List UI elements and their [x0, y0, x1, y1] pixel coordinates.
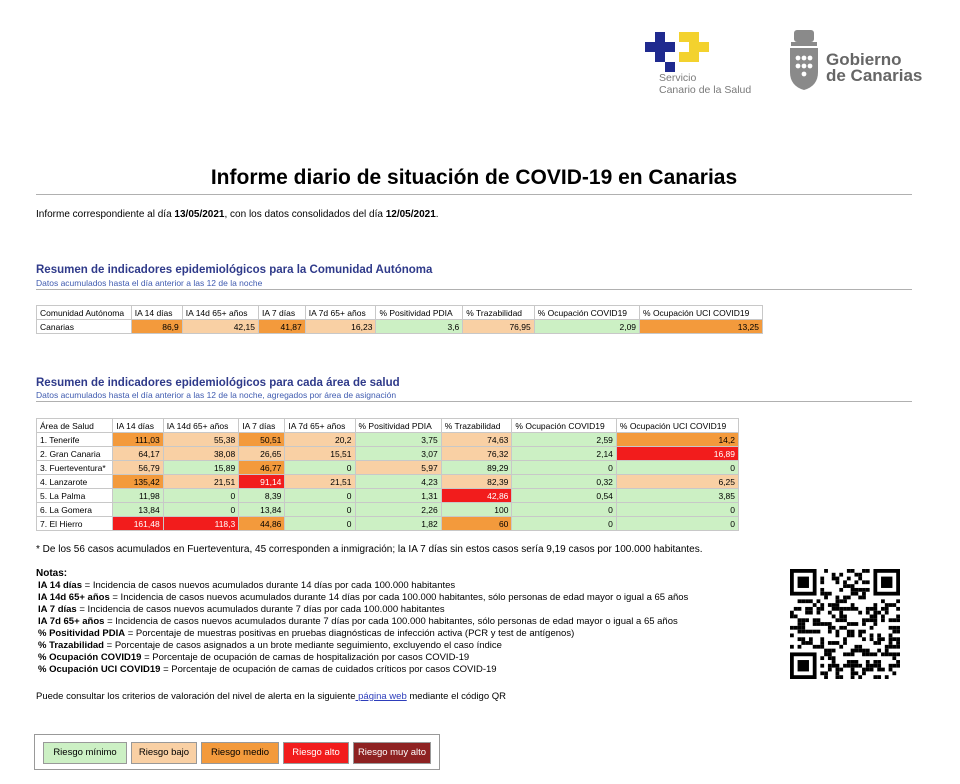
- indicator-cell: 3,75: [355, 433, 441, 447]
- indicator-cell: 42,15: [182, 320, 258, 334]
- indicator-cell: 2,09: [534, 320, 639, 334]
- table-header-cell: IA 7 días: [258, 306, 305, 320]
- note-term: IA 14d 65+ años: [38, 592, 110, 603]
- table-header-cell: % Ocupación COVID19: [512, 419, 616, 433]
- indicator-cell: 21,51: [163, 475, 239, 489]
- legend-item-muy: Riesgo muy alto: [353, 742, 431, 764]
- risk-legend: [34, 734, 440, 770]
- notes-list: [38, 580, 688, 676]
- indicator-cell: 0: [512, 461, 616, 475]
- indicator-cell: 0: [285, 489, 355, 503]
- table-header-cell: Área de Salud: [37, 419, 113, 433]
- note-item: [38, 592, 688, 604]
- indicator-cell: 6,25: [616, 475, 738, 489]
- qr-code-icon[interactable]: [790, 569, 900, 679]
- note-term: % Ocupación COVID19: [38, 652, 142, 663]
- row-name-cell: 3. Fuerteventura*: [37, 461, 113, 475]
- section2-title: Resumen de indicadores epidemiológicos para cada área de salud: [36, 377, 400, 389]
- legend-item-min: Riesgo mínimo: [43, 742, 127, 764]
- indicator-cell: 11,98: [113, 489, 163, 503]
- report-suffix: .: [435, 209, 439, 220]
- coat-of-arms-icon: [786, 28, 822, 92]
- indicator-cell: 16,23: [305, 320, 376, 334]
- table-header-cell: IA 7d 65+ años: [305, 306, 376, 320]
- scs-logo-text: [659, 72, 751, 96]
- note-item: [38, 640, 688, 652]
- table-header-cell: % Positividad PDIA: [376, 306, 463, 320]
- indicator-cell: 76,32: [441, 447, 512, 461]
- indicator-cell: 44,86: [239, 517, 285, 531]
- indicator-cell: 8,39: [239, 489, 285, 503]
- legend-item-alto: Riesgo alto: [283, 742, 349, 764]
- table-header-cell: % Positividad PDIA: [355, 419, 441, 433]
- row-name-cell: Canarias: [37, 320, 132, 334]
- indicator-cell: 50,51: [239, 433, 285, 447]
- row-name-cell: 4. Lanzarote: [37, 475, 113, 489]
- indicator-cell: 91,14: [239, 475, 285, 489]
- table-row: [37, 475, 739, 489]
- row-name-cell: 7. El Hierro: [37, 517, 113, 531]
- report-date-line: [36, 209, 439, 220]
- table-header-row: [37, 306, 763, 320]
- indicator-cell: 118,3: [163, 517, 239, 531]
- indicator-cell: 46,77: [239, 461, 285, 475]
- row-name-cell: 1. Tenerife: [37, 433, 113, 447]
- table-header-cell: % Ocupación UCI COVID19: [640, 306, 763, 320]
- note-description: = Porcentaje de ocupación de camas de cuidados críticos por casos COVID-19: [160, 664, 497, 675]
- table-header-cell: IA 14d 65+ años: [182, 306, 258, 320]
- consolidated-date: 12/05/2021: [385, 209, 436, 220]
- note-term: IA 7d 65+ años: [38, 616, 105, 627]
- gob-line2: de Canarias: [826, 66, 923, 85]
- indicator-cell: 0: [285, 503, 355, 517]
- table-header-cell: IA 14 días: [131, 306, 182, 320]
- table-header-cell: IA 14d 65+ años: [163, 419, 239, 433]
- indicator-cell: 0: [512, 517, 616, 531]
- scs-cross-icon: [645, 28, 717, 76]
- table-header-cell: % Ocupación UCI COVID19: [616, 419, 738, 433]
- table-row: [37, 320, 763, 334]
- indicator-cell: 13,25: [640, 320, 763, 334]
- table-header-cell: IA 14 días: [113, 419, 163, 433]
- indicator-cell: 64,17: [113, 447, 163, 461]
- gobierno-logo: [786, 26, 930, 94]
- indicator-cell: 0,54: [512, 489, 616, 503]
- table-header-cell: IA 7 días: [239, 419, 285, 433]
- indicator-cell: 74,63: [441, 433, 512, 447]
- table-header-cell: Comunidad Autónoma: [37, 306, 132, 320]
- note-term: IA 7 días: [38, 604, 77, 615]
- indicator-cell: 13,84: [113, 503, 163, 517]
- indicator-cell: 76,95: [463, 320, 534, 334]
- scs-line1: Servicio: [659, 72, 697, 84]
- indicator-cell: 1,31: [355, 489, 441, 503]
- note-item: [38, 580, 688, 592]
- indicator-cell: 0: [616, 503, 738, 517]
- gob-line1: Gobierno: [826, 50, 902, 69]
- community-indicators-table: [36, 305, 763, 334]
- note-description: = Incidencia de casos nuevos acumulados durante 7 días por cada 100.000 habitantes: [76, 604, 445, 615]
- table-row: [37, 433, 739, 447]
- table-header-cell: % Trazabilidad: [441, 419, 512, 433]
- indicator-cell: 3,6: [376, 320, 463, 334]
- indicator-cell: 21,51: [285, 475, 355, 489]
- table-header-cell: IA 7d 65+ años: [285, 419, 355, 433]
- indicator-cell: 55,38: [163, 433, 239, 447]
- indicator-cell: 42,86: [441, 489, 512, 503]
- table-row: [37, 489, 739, 503]
- health-area-indicators-table: [36, 418, 739, 531]
- consult-suffix: mediante el código QR: [406, 691, 507, 702]
- indicator-cell: 82,39: [441, 475, 512, 489]
- report-date: 13/05/2021: [174, 209, 225, 220]
- indicator-cell: 0: [285, 461, 355, 475]
- scs-logo: [645, 28, 765, 96]
- section1-subtitle: Datos acumulados hasta el día anterior a las 12 de la noche: [36, 278, 912, 290]
- indicator-cell: 14,2: [616, 433, 738, 447]
- note-term: % Ocupación UCI COVID19: [38, 664, 161, 675]
- indicator-cell: 13,84: [239, 503, 285, 517]
- row-name-cell: 6. La Gomera: [37, 503, 113, 517]
- note-term: % Positividad PDIA: [38, 628, 126, 639]
- indicator-cell: 5,97: [355, 461, 441, 475]
- indicator-cell: 41,87: [258, 320, 305, 334]
- indicator-cell: 135,42: [113, 475, 163, 489]
- table-row: [37, 447, 739, 461]
- fuerteventura-footnote: * De los 56 casos acumulados en Fuerteventura, 45 corresponden a inmigración; la IA 7 días sin estos casos sería 9,19 casos por 100.000 habitantes.: [36, 544, 703, 555]
- note-item: [38, 616, 688, 628]
- indicator-cell: 1,82: [355, 517, 441, 531]
- indicator-cell: 2,14: [512, 447, 616, 461]
- table-row: [37, 503, 739, 517]
- table-row: [37, 517, 739, 531]
- note-description: = Incidencia de casos nuevos acumulados durante 14 días por cada 100.000 habitantes: [82, 580, 456, 591]
- indicator-cell: 60: [441, 517, 512, 531]
- note-description: = Porcentaje de ocupación de camas de hospitalización por casos COVID-19: [141, 652, 470, 663]
- report-middle: , con los datos consolidados del día: [224, 209, 386, 220]
- indicator-cell: 0: [285, 517, 355, 531]
- indicator-cell: 16,89: [616, 447, 738, 461]
- note-item: [38, 664, 688, 676]
- indicator-cell: 100: [441, 503, 512, 517]
- table-header-cell: % Ocupación COVID19: [534, 306, 639, 320]
- legend-item-medio: Riesgo medio: [201, 742, 279, 764]
- scs-line2: Canario de la Salud: [659, 84, 752, 96]
- section2-subtitle: Datos acumulados hasta el día anterior a las 12 de la noche, agregados por área de asignación: [36, 390, 912, 402]
- indicator-cell: 3,85: [616, 489, 738, 503]
- section1-title: Resumen de indicadores epidemiológicos para la Comunidad Autónoma: [36, 264, 433, 276]
- gobierno-logo-text: [826, 52, 922, 84]
- table-header-cell: % Trazabilidad: [463, 306, 534, 320]
- page-title: Informe diario de situación de COVID-19 en Canarias: [36, 166, 912, 195]
- note-description: = Porcentaje de casos asignados a un brote mediante seguimiento, excluyendo el caso índice: [104, 640, 502, 651]
- indicator-cell: 89,29: [441, 461, 512, 475]
- indicator-cell: 2,26: [355, 503, 441, 517]
- indicator-cell: 111,03: [113, 433, 163, 447]
- note-term: IA 14 días: [38, 580, 83, 591]
- row-name-cell: 5. La Palma: [37, 489, 113, 503]
- row-name-cell: 2. Gran Canaria: [37, 447, 113, 461]
- note-item: [38, 628, 688, 640]
- report-prefix: Informe correspondiente al día: [36, 209, 175, 220]
- indicator-cell: 15,89: [163, 461, 239, 475]
- indicator-cell: 0: [616, 461, 738, 475]
- indicator-cell: 20,2: [285, 433, 355, 447]
- consult-prefix: Puede consultar los criterios de valoración del nivel de alerta en la siguiente: [36, 691, 356, 702]
- indicator-cell: 161,48: [113, 517, 163, 531]
- note-description: = Incidencia de casos nuevos acumulados durante 14 días por cada 100.000 habitantes, sólo personas de edad mayor o igual a 65 años: [109, 592, 689, 603]
- indicator-cell: 0: [163, 489, 239, 503]
- indicator-cell: 26,65: [239, 447, 285, 461]
- table-header-row: [37, 419, 739, 433]
- consult-line: [36, 691, 506, 702]
- indicator-cell: 86,9: [131, 320, 182, 334]
- web-page-link[interactable]: página web: [355, 691, 407, 702]
- indicator-cell: 4,23: [355, 475, 441, 489]
- indicator-cell: 0: [163, 503, 239, 517]
- header-logos: [640, 24, 930, 96]
- note-description: = Incidencia de casos nuevos acumulados durante 7 días por cada 100.000 habitantes, sólo personas de edad mayor o igual a 65 años: [104, 616, 678, 627]
- indicator-cell: 15,51: [285, 447, 355, 461]
- note-term: % Trazabilidad: [38, 640, 104, 651]
- note-description: = Porcentaje de muestras positivas en pruebas diagnósticas de infección activa (PCR y test de antígenos): [125, 628, 575, 639]
- table-row: [37, 461, 739, 475]
- note-item: [38, 604, 688, 616]
- note-item: [38, 652, 688, 664]
- indicator-cell: 3,07: [355, 447, 441, 461]
- indicator-cell: 0: [616, 517, 738, 531]
- indicator-cell: 0,32: [512, 475, 616, 489]
- indicator-cell: 38,08: [163, 447, 239, 461]
- legend-item-bajo: Riesgo bajo: [131, 742, 197, 764]
- indicator-cell: 0: [512, 503, 616, 517]
- indicator-cell: 2,59: [512, 433, 616, 447]
- indicator-cell: 56,79: [113, 461, 163, 475]
- notes-title: Notas:: [36, 568, 68, 579]
